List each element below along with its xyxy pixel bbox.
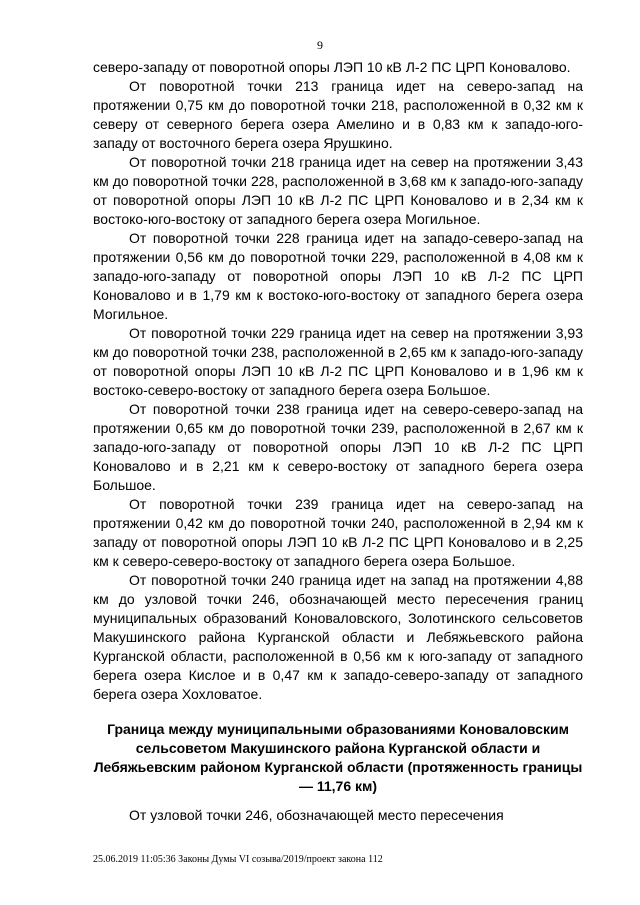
footer-stamp: 25.06.2019 11:05:36 Законы Думы VI созыва/2019/проект закона 112 xyxy=(93,854,383,865)
page-number: 9 xyxy=(317,38,323,52)
paragraph-point-239: От поворотной точки 239 граница идет на северо-запад на протяжении 0,42 км до поворотной точки 240, расположенной в 2,94 км к западу от поворотной опоры ЛЭП 10 кВ Л-2 ПС ЦРП Коновалово и в 2,25 км к северо-северо-востоку от западного берега озера Большое. xyxy=(93,496,583,569)
paragraph-point-228: От поворотной точки 228 граница идет на западо-северо-запад на протяжении 0,56 км до поворотной точки 229, расположенной в 4,08 км к западо-юго-западу от поворотной опоры ЛЭП 10 кВ Л-2 ПС ЦРП Коновалово и в 1,79 км к востоко-юго-востоку от западного берега озера Могильное. xyxy=(93,230,583,322)
document-body xyxy=(93,58,583,825)
paragraph-point-240: От поворотной точки 240 граница идет на запад на протяжении 4,88 км до узловой точки 246, обозначающей место пересечения границ муниципальных образований Коноваловского, Золотинского сельсоветов Макушинского района Курганской области и Лебяжьевского района Курганской области, расположенной в 0,56 км к юго-западу от западного берега озера Кислое и в 0,47 км к западо-северо-западу от западного берега озера Хохловатое. xyxy=(93,572,583,702)
paragraph-point-218: От поворотной точки 218 граница идет на север на протяжении 3,43 км до поворотной точки 228, расположенной в 3,68 км к западо-юго-западу от поворотной опоры ЛЭП 10 кВ Л-2 ПС ЦРП Коновалово и в 2,34 км к востоко-юго-востоку от западного берега озера Могильное. xyxy=(93,154,583,227)
section-heading: Граница между муниципальными образованиями Коноваловским сельсоветом Макушинского района Курганской области и Лебяжьевским районом Курганской области (протяженность границы — 11,76 км) xyxy=(93,721,583,794)
paragraph-point-213: От поворотной точки 213 граница идет на северо-запад на протяжении 0,75 км до поворотной точки 218, расположенной в 0,32 км к северу от северного берега озера Амелино и в 0,83 км к западо-юго-западу от восточного берега озера Ярушкино. xyxy=(93,78,583,151)
paragraph-continuation: северо-западу от поворотной опоры ЛЭП 10 кВ Л-2 ПС ЦРП Коновалово. xyxy=(93,59,571,75)
paragraph-node-246: От узловой точки 246, обозначающей место пересечения xyxy=(129,807,504,823)
paragraph-point-229: От поворотной точки 229 граница идет на север на протяжении 3,93 км до поворотной точки 238, расположенной в 2,65 км к западо-юго-западу от поворотной опоры ЛЭП 10 кВ Л-2 ПС ЦРП Коновалово и в 1,96 км к востоко-северо-востоку от западного берега озера Большое. xyxy=(93,325,583,398)
paragraph-point-238: От поворотной точки 238 граница идет на северо-северо-запад на протяжении 0,65 км до поворотной точки 239, расположенной в 2,67 км к западо-юго-западу от поворотной опоры ЛЭП 10 кВ Л-2 ПС ЦРП Коновалово и в 2,21 км к северо-востоку от западного берега озера Большое. xyxy=(93,401,583,493)
